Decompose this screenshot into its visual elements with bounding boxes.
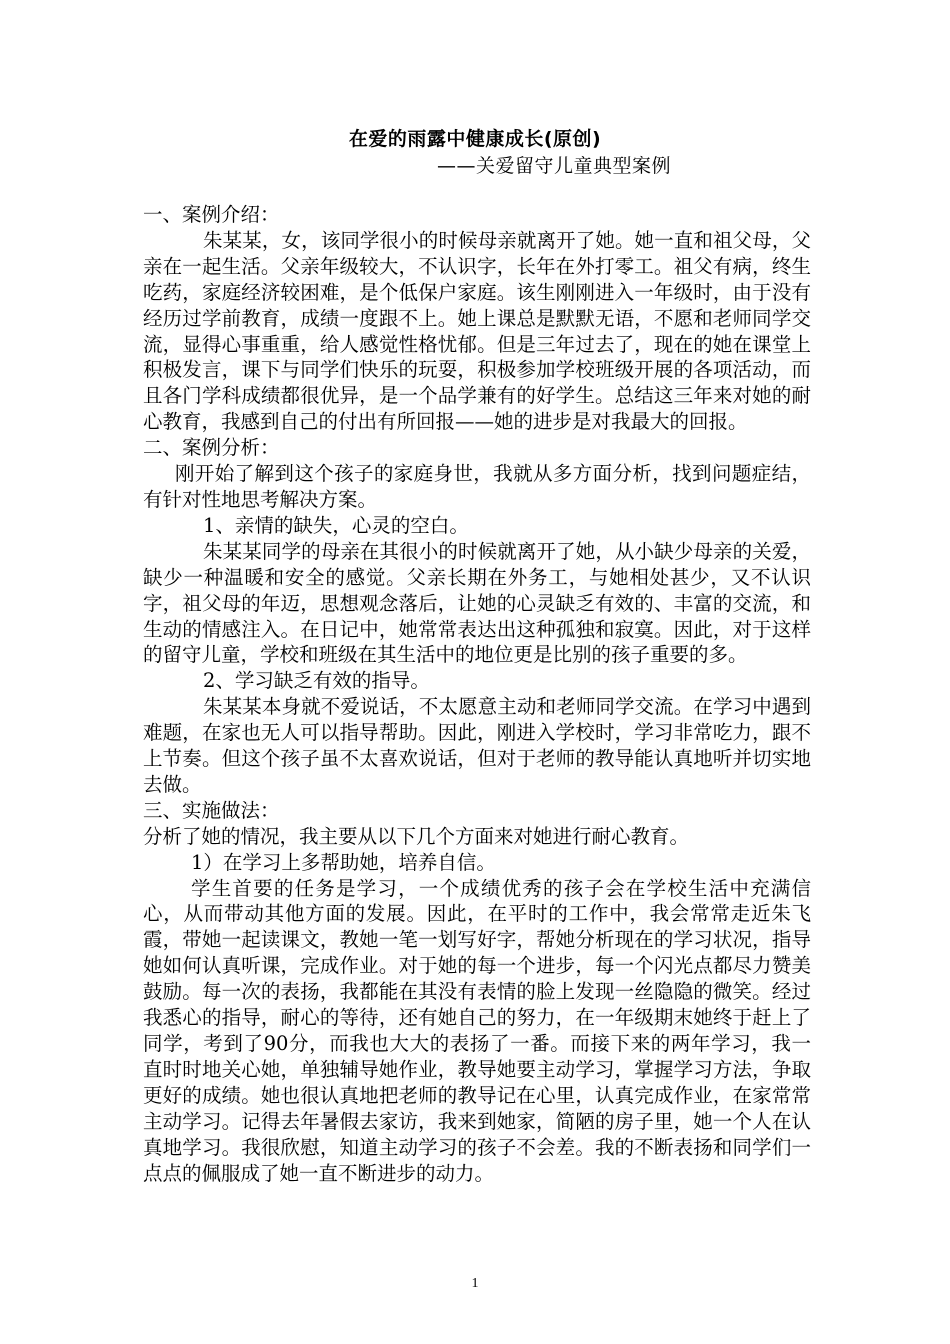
paragraph-intro: 朱某某，女，该同学很小的时候母亲就离开了她。她一直和祖父母，父亲在一起生活。父亲年级较大，不认识字，长年在外打零工。祖父有病，终生吃药，家庭经济较困难，是个低保户家庭。该生刚刚进入一年级时，由于没有经历过学前教育，成绩一度跟不上。她上课总是默默无语，不愿和老师同学交流，显得心事重重，给人感觉性格忧郁。但是三年过去了，现在的她在课堂上积极发言，课下与同学们快乐的玩耍，积极参加学校班级开展的各项活动，而且各门学科成绩都很优异，是一个品学兼有的好学生。总结这三年来对她的耐心教育，我感到自己的付出有所回报——她的进步是对我最大的回报。 bbox=[143, 228, 811, 434]
paragraph-study-guidance: 朱某某本身就不爱说话，不太愿意主动和老师同学交流。在学习中遇到难题，在家也无人可以指导帮助。因此，刚进入学校时，学习非常吃力，跟不上节奏。但这个孩子虽不太喜欢说话，但对于老师的教导能认真地听并切实地去做。 bbox=[143, 695, 811, 796]
section-heading-analysis: 二、案例分析： bbox=[143, 436, 280, 460]
paragraph-study-help: 学生首要的任务是学习，一个成绩优秀的孩子会在学校生活中充满信心，从而带动其他方面的发展。因此，在平时的工作中，我会常常走近朱飞霞，带她一起读课文，教她一笔一划写好字，帮她分析现在的学习状况，指导她如何认真听课，完成作业。对于她的每一个进步，每一个闪光点都尽力赞美鼓励。每一次的表扬，我都能在其没有表情的脸上发现一丝隐隐的微笑。经过我悉心的指导，耐心的等待，还有她自己的努力，在一年级期末她终于赶上了同学，考到了90分，而我也大大的表扬了一番。而接下来的两年学习，我一直时时地关心她，单独辅导她作业，教导她要主动学习，掌握学习方法，争取更好的成绩。她也很认真地把老师的教导记在心里，认真完成作业，在家常常主动学习。记得去年暑假去家访，我来到她家，简陋的房子里，她一个人在认真地学习。我很欣慰，知道主动学习的孩子不会差。我的不断表扬和同学们一点点的佩服成了她一直不断进步的动力。 bbox=[143, 876, 811, 1185]
paragraph-implementation-overview: 分析了她的情况，我主要从以下几个方面来对她进行耐心教育。 bbox=[143, 824, 690, 848]
document-body bbox=[143, 202, 811, 1186]
paragraph-family-absence: 朱某某同学的母亲在其很小的时候就离开了她，从小缺少母亲的关爱，缺少一种温暖和安全的感觉。父亲长期在外务工，与她相处甚少，又不认识字，祖父母的年迈，思想观念落后，让她的心灵缺乏有效的、丰富的交流，和生动的情感注入。在日记中，她常常表达出这种孤独和寂寞。因此，对于这样的留守儿童，学校和班级在其生活中的地位更是比别的孩子重要的多。 bbox=[143, 539, 811, 667]
document-subtitle: ——关爱留守儿童典型案例 bbox=[437, 155, 672, 177]
subheading-family-absence: 1、亲情的缺失，心灵的空白。 bbox=[203, 513, 469, 537]
paragraph-analysis-overview: 刚开始了解到这个孩子的家庭身世，我就从多方面分析，找到问题症结，有针对性地思考解决方案。 bbox=[143, 462, 811, 511]
section-heading-intro: 一、案例介绍： bbox=[143, 203, 280, 226]
subheading-study-guidance: 2、学习缺乏有效的指导。 bbox=[203, 669, 430, 693]
document-title: 在爱的雨露中健康成长(原创) bbox=[348, 128, 602, 150]
section-heading-implementation: 三、实施做法： bbox=[143, 798, 280, 822]
subheading-study-help: 1）在学习上多帮助她，培养自信。 bbox=[191, 850, 496, 874]
page-number: 1 bbox=[471, 1276, 479, 1291]
